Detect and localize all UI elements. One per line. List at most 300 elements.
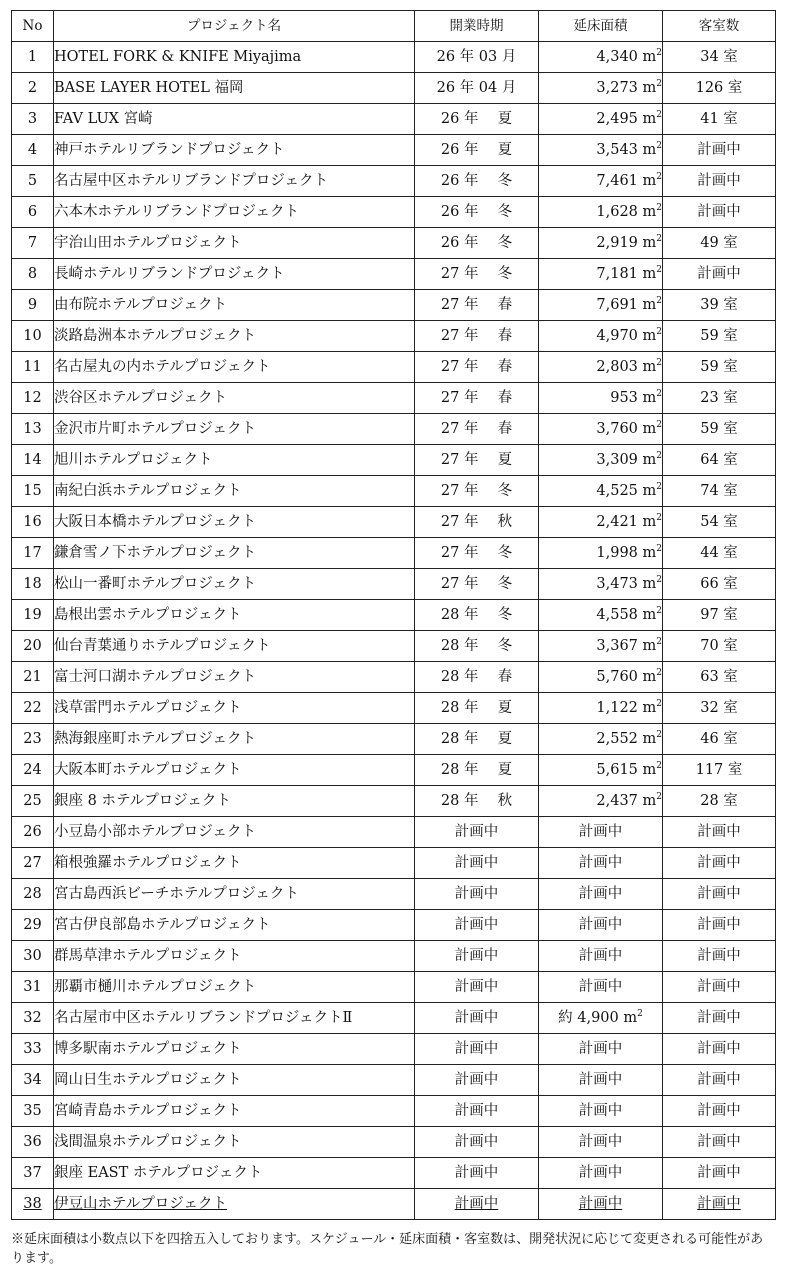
area-unit-sup: 2	[656, 234, 662, 245]
cell-opening-period-text: 26 年 夏	[440, 111, 513, 127]
cell-opening-period-text: 27 年 春	[440, 328, 513, 344]
table-row	[12, 1034, 776, 1065]
cell-floor-area	[539, 383, 663, 414]
cell-room-count	[663, 600, 776, 631]
table-row	[12, 662, 776, 693]
area-unit-m: m	[642, 514, 657, 530]
area-unit	[638, 235, 662, 251]
cell-no	[12, 352, 54, 383]
cell-project-name	[54, 1096, 415, 1127]
cell-room-count-text: 64 室	[700, 452, 738, 468]
area-unit-sup: 2	[656, 296, 662, 307]
cell-room-count-text: 46 室	[700, 731, 738, 747]
cell-floor-area-text: 計画中	[578, 948, 623, 964]
cell-room-count-text: 計画中	[697, 142, 741, 158]
area-unit-m: m	[642, 359, 657, 375]
cell-opening-period-text: 27 年 春	[440, 297, 513, 313]
cell-room-count-text: 23 室	[700, 390, 738, 406]
cell-opening-period-text: 26 年 冬	[440, 235, 513, 251]
cell-no-text: 5	[27, 173, 38, 189]
cell-no	[12, 569, 54, 600]
cell-room-count	[663, 693, 776, 724]
cell-project-name-text: 宇治山田ホテルプロジェクト	[54, 235, 242, 251]
table-row	[12, 1127, 776, 1158]
cell-floor-area-text: 計画中	[578, 824, 623, 840]
cell-opening-period	[415, 259, 539, 290]
cell-room-count-text: 97 室	[700, 607, 738, 623]
cell-no-text: 18	[23, 576, 42, 592]
cell-floor-area-text: 5,615	[596, 762, 638, 778]
cell-no-text: 20	[23, 638, 42, 654]
cell-project-name	[54, 414, 415, 445]
area-unit-m: m	[642, 638, 657, 654]
cell-room-count-text: 66 室	[700, 576, 738, 592]
cell-project-name	[54, 1189, 415, 1220]
cell-no-text: 4	[27, 142, 38, 158]
cell-project-name	[54, 166, 415, 197]
cell-opening-period	[415, 1127, 539, 1158]
cell-no	[12, 1096, 54, 1127]
cell-floor-area	[539, 445, 663, 476]
cell-floor-area	[539, 73, 663, 104]
area-unit-sup: 2	[656, 730, 662, 741]
cell-no-text: 16	[23, 514, 42, 530]
area-unit-m: m	[642, 80, 657, 96]
cell-opening-period	[415, 879, 539, 910]
cell-room-count-text: 計画中	[697, 917, 741, 933]
area-unit	[619, 1010, 643, 1026]
cell-project-name	[54, 1003, 415, 1034]
cell-floor-area-text: 1,122	[596, 700, 638, 716]
cell-floor-area	[539, 352, 663, 383]
cell-room-count	[663, 414, 776, 445]
cell-opening-period	[415, 197, 539, 228]
cell-room-count-text: 計画中	[697, 886, 741, 902]
cell-room-count-text: 計画中	[697, 1103, 741, 1119]
cell-room-count	[663, 445, 776, 476]
cell-no	[12, 1034, 54, 1065]
cell-floor-area	[539, 414, 663, 445]
cell-floor-area-text: 2,495	[596, 111, 638, 127]
cell-floor-area-text: 2,421	[596, 514, 638, 530]
cell-no	[12, 786, 54, 817]
cell-no-text: 12	[23, 390, 42, 406]
cell-room-count-text: 41 室	[700, 111, 738, 127]
cell-no-text: 11	[23, 359, 42, 375]
cell-room-count	[663, 1065, 776, 1096]
area-unit-sup: 2	[656, 203, 662, 214]
cell-no-text: 8	[27, 266, 38, 282]
area-unit-m: m	[642, 452, 657, 468]
cell-floor-area-text: 5,760	[596, 669, 638, 685]
cell-opening-period	[415, 910, 539, 941]
projects-table	[11, 10, 776, 1220]
cell-room-count	[663, 321, 776, 352]
cell-floor-area	[539, 631, 663, 662]
cell-opening-period-text: 28 年 夏	[440, 762, 513, 778]
cell-no-text: 35	[23, 1103, 42, 1119]
cell-no-text: 14	[23, 452, 42, 468]
table-row	[12, 538, 776, 569]
cell-project-name-text: 仙台青葉通りホテルプロジェクト	[54, 638, 271, 654]
cell-room-count	[663, 817, 776, 848]
cell-floor-area-text: 4,970	[596, 328, 638, 344]
area-unit-sup: 2	[656, 141, 662, 152]
cell-floor-area	[539, 724, 663, 755]
cell-no-text: 29	[23, 917, 42, 933]
cell-project-name-text: 大阪本町ホテルプロジェクト	[54, 762, 242, 778]
cell-opening-period-text: 26 年 夏	[440, 142, 513, 158]
cell-opening-period	[415, 755, 539, 786]
cell-no-text: 24	[23, 762, 42, 778]
cell-project-name	[54, 972, 415, 1003]
cell-no	[12, 1158, 54, 1189]
cell-no	[12, 755, 54, 786]
cell-room-count-text: 計画中	[697, 824, 741, 840]
area-unit	[638, 731, 662, 747]
table-row	[12, 42, 776, 73]
cell-project-name-text: 宮古島西浜ビーチホテルプロジェクト	[54, 886, 299, 902]
cell-project-name	[54, 445, 415, 476]
cell-project-name-text: 由布院ホテルプロジェクト	[54, 297, 227, 313]
cell-no-text: 25	[23, 793, 42, 809]
area-unit-m: m	[642, 607, 657, 623]
cell-opening-period	[415, 1189, 539, 1220]
cell-room-count	[663, 972, 776, 1003]
area-unit-sup: 2	[656, 389, 662, 400]
cell-opening-period	[415, 228, 539, 259]
cell-opening-period-text: 計画中	[454, 979, 499, 995]
table-row	[12, 569, 776, 600]
table-row	[12, 414, 776, 445]
cell-room-count	[663, 631, 776, 662]
table-row	[12, 724, 776, 755]
cell-no	[12, 693, 54, 724]
cell-no-text: 19	[23, 607, 42, 623]
cell-project-name	[54, 476, 415, 507]
area-unit	[638, 111, 662, 127]
cell-opening-period-text: 26 年 冬	[440, 204, 513, 220]
area-unit-m: m	[642, 111, 657, 127]
cell-opening-period-text: 27 年 冬	[440, 545, 513, 561]
cell-opening-period-text: 27 年 春	[440, 390, 513, 406]
cell-no-text: 26	[23, 824, 42, 840]
cell-floor-area	[539, 42, 663, 73]
cell-floor-area	[539, 321, 663, 352]
cell-floor-area	[539, 228, 663, 259]
cell-floor-area-text: 3,367	[596, 638, 638, 654]
cell-project-name-text: 大阪日本橋ホテルプロジェクト	[54, 514, 256, 530]
table-row	[12, 848, 776, 879]
area-unit-m: m	[642, 297, 657, 313]
cell-floor-area	[539, 910, 663, 941]
cell-floor-area-text: 3,273	[596, 80, 638, 96]
cell-project-name	[54, 321, 415, 352]
cell-no	[12, 135, 54, 166]
cell-opening-period-text: 28 年 冬	[440, 638, 513, 654]
cell-room-count-text: 59 室	[700, 359, 738, 375]
cell-room-count-text: 計画中	[697, 173, 741, 189]
cell-project-name	[54, 507, 415, 538]
cell-opening-period	[415, 290, 539, 321]
cell-opening-period	[415, 73, 539, 104]
cell-project-name-text: 松山一番町ホテルプロジェクト	[54, 576, 256, 592]
cell-project-name	[54, 941, 415, 972]
cell-room-count	[663, 1158, 776, 1189]
cell-floor-area-text: 2,919	[596, 235, 638, 251]
cell-opening-period	[415, 631, 539, 662]
cell-opening-period-text: 計画中	[454, 1103, 499, 1119]
cell-opening-period-text: 26 年 03 月	[436, 49, 517, 65]
area-unit-sup: 2	[637, 1009, 643, 1020]
area-unit	[638, 793, 662, 809]
cell-no	[12, 879, 54, 910]
cell-project-name-text: 伊豆山ホテルプロジェクト	[54, 1196, 227, 1212]
cell-project-name-text: 宮崎青島ホテルプロジェクト	[54, 1103, 242, 1119]
cell-project-name	[54, 259, 415, 290]
cell-no	[12, 290, 54, 321]
cell-floor-area-text: 3,309	[596, 452, 638, 468]
cell-floor-area	[539, 662, 663, 693]
cell-opening-period	[415, 1003, 539, 1034]
cell-project-name-text: 長崎ホテルリブランドプロジェクト	[54, 266, 285, 282]
table-row	[12, 1189, 776, 1220]
cell-project-name-text: 淡路島洲本ホテルプロジェクト	[54, 328, 256, 344]
cell-project-name	[54, 693, 415, 724]
cell-opening-period	[415, 817, 539, 848]
cell-floor-area-text: 計画中	[578, 1165, 623, 1181]
cell-room-count-text: 34 室	[700, 49, 738, 65]
cell-room-count-text: 計画中	[697, 1196, 741, 1212]
cell-floor-area	[539, 941, 663, 972]
area-unit	[638, 359, 662, 375]
cell-room-count	[663, 1096, 776, 1127]
cell-room-count	[663, 476, 776, 507]
header-project-name: プロジェクト名	[54, 11, 415, 42]
cell-project-name	[54, 631, 415, 662]
cell-project-name-text: 群馬草津ホテルプロジェクト	[54, 948, 242, 964]
area-unit	[638, 514, 662, 530]
cell-project-name-text: 那覇市樋川ホテルプロジェクト	[54, 979, 256, 995]
cell-floor-area-text: 計画中	[578, 1196, 623, 1212]
cell-floor-area	[539, 259, 663, 290]
cell-project-name-text: 浅間温泉ホテルプロジェクト	[54, 1134, 242, 1150]
cell-project-name	[54, 724, 415, 755]
cell-no	[12, 445, 54, 476]
area-unit	[638, 80, 662, 96]
table-row	[12, 972, 776, 1003]
cell-project-name-text: 名古屋丸の内ホテルプロジェクト	[54, 359, 271, 375]
table-row	[12, 476, 776, 507]
cell-room-count	[663, 755, 776, 786]
cell-opening-period-text: 計画中	[454, 824, 499, 840]
cell-room-count	[663, 228, 776, 259]
cell-room-count-text: 63 室	[700, 669, 738, 685]
cell-opening-period	[415, 538, 539, 569]
cell-no-text: 38	[23, 1196, 42, 1212]
cell-no	[12, 476, 54, 507]
cell-opening-period	[415, 600, 539, 631]
table-row	[12, 1003, 776, 1034]
cell-opening-period-text: 計画中	[454, 855, 499, 871]
area-unit-sup: 2	[656, 699, 662, 710]
cell-project-name	[54, 879, 415, 910]
table-row	[12, 910, 776, 941]
area-unit	[638, 762, 662, 778]
cell-floor-area-text: 計画中	[578, 1072, 623, 1088]
area-unit-m: m	[642, 49, 657, 65]
cell-room-count-text: 計画中	[697, 979, 741, 995]
cell-room-count-text: 32 室	[700, 700, 738, 716]
area-unit-sup: 2	[656, 606, 662, 617]
cell-no	[12, 724, 54, 755]
cell-room-count	[663, 1034, 776, 1065]
cell-opening-period	[415, 507, 539, 538]
area-unit-sup: 2	[656, 265, 662, 276]
cell-opening-period-text: 26 年 冬	[440, 173, 513, 189]
cell-no	[12, 42, 54, 73]
cell-room-count	[663, 259, 776, 290]
cell-floor-area	[539, 1096, 663, 1127]
cell-room-count	[663, 1189, 776, 1220]
table-row	[12, 600, 776, 631]
cell-opening-period	[415, 848, 539, 879]
cell-opening-period-text: 27 年 冬	[440, 266, 513, 282]
cell-room-count	[663, 197, 776, 228]
area-unit-sup: 2	[656, 358, 662, 369]
table-row	[12, 290, 776, 321]
cell-project-name-text: 六本木ホテルリブランドプロジェクト	[54, 204, 300, 220]
cell-room-count	[663, 662, 776, 693]
cell-room-count-text: 117 室	[695, 762, 743, 778]
cell-project-name-text: 名古屋中区ホテルリブランドプロジェクト	[54, 173, 329, 189]
cell-floor-area	[539, 290, 663, 321]
cell-floor-area	[539, 538, 663, 569]
area-unit	[638, 700, 662, 716]
cell-project-name	[54, 290, 415, 321]
cell-no	[12, 817, 54, 848]
cell-project-name-text: BASE LAYER HOTEL 福岡	[54, 80, 244, 96]
cell-floor-area	[539, 1189, 663, 1220]
cell-no	[12, 197, 54, 228]
area-unit-m: m	[642, 328, 657, 344]
cell-no-text: 9	[27, 297, 38, 313]
area-unit	[638, 452, 662, 468]
cell-project-name-text: HOTEL FORK & KNIFE Miyajima	[54, 49, 302, 65]
area-unit-sup: 2	[656, 420, 662, 431]
cell-no	[12, 228, 54, 259]
header-opening-period: 開業時期	[415, 11, 539, 42]
cell-floor-area-text: 7,691	[596, 297, 638, 313]
cell-project-name-text: 旭川ホテルプロジェクト	[54, 452, 213, 468]
cell-no	[12, 910, 54, 941]
table-row	[12, 383, 776, 414]
cell-opening-period-text: 28 年 秋	[440, 793, 513, 809]
area-unit-m: m	[642, 793, 657, 809]
cell-opening-period	[415, 476, 539, 507]
cell-no	[12, 104, 54, 135]
area-unit-sup: 2	[656, 792, 662, 803]
area-unit	[638, 173, 662, 189]
cell-floor-area-text: 7,181	[596, 266, 638, 282]
table-row	[12, 321, 776, 352]
area-unit-m: m	[642, 576, 657, 592]
cell-project-name	[54, 662, 415, 693]
cell-room-count	[663, 73, 776, 104]
cell-no	[12, 662, 54, 693]
table-row	[12, 786, 776, 817]
area-unit	[638, 483, 662, 499]
table-row	[12, 755, 776, 786]
cell-room-count-text: 74 室	[700, 483, 738, 499]
cell-floor-area	[539, 600, 663, 631]
cell-room-count-text: 計画中	[697, 855, 741, 871]
table-row	[12, 259, 776, 290]
area-unit	[638, 204, 662, 220]
area-unit-sup: 2	[656, 575, 662, 586]
cell-no	[12, 972, 54, 1003]
cell-opening-period-text: 計画中	[454, 1010, 499, 1026]
cell-no	[12, 166, 54, 197]
cell-no	[12, 321, 54, 352]
cell-opening-period	[415, 693, 539, 724]
area-unit-m: m	[642, 204, 657, 220]
cell-floor-area	[539, 104, 663, 135]
area-unit-m: m	[642, 483, 657, 499]
cell-project-name	[54, 848, 415, 879]
cell-floor-area	[539, 1065, 663, 1096]
cell-no-text: 13	[23, 421, 42, 437]
cell-room-count-text: 計画中	[697, 1134, 741, 1150]
cell-room-count-text: 計画中	[697, 1041, 741, 1057]
cell-room-count	[663, 786, 776, 817]
table-row	[12, 1065, 776, 1096]
cell-floor-area-text: 計画中	[578, 886, 623, 902]
cell-project-name	[54, 135, 415, 166]
cell-room-count-text: 計画中	[697, 948, 741, 964]
cell-opening-period	[415, 941, 539, 972]
cell-no-text: 31	[23, 979, 42, 995]
cell-project-name-text: 熱海銀座町ホテルプロジェクト	[54, 731, 256, 747]
cell-room-count-text: 70 室	[700, 638, 738, 654]
cell-opening-period	[415, 1096, 539, 1127]
cell-no-text: 7	[27, 235, 38, 251]
cell-no	[12, 73, 54, 104]
cell-room-count	[663, 910, 776, 941]
cell-project-name	[54, 1034, 415, 1065]
cell-room-count-text: 計画中	[697, 1165, 741, 1181]
cell-floor-area	[539, 1034, 663, 1065]
area-unit-m: m	[642, 545, 657, 561]
cell-opening-period-text: 27 年 夏	[440, 452, 513, 468]
area-unit-sup: 2	[656, 637, 662, 648]
area-unit-sup: 2	[656, 482, 662, 493]
cell-room-count	[663, 104, 776, 135]
cell-project-name-text: FAV LUX 宮崎	[54, 111, 153, 127]
cell-floor-area-text: 4,558	[596, 607, 638, 623]
cell-room-count	[663, 941, 776, 972]
cell-floor-area	[539, 755, 663, 786]
cell-floor-area	[539, 1003, 663, 1034]
cell-opening-period	[415, 1034, 539, 1065]
cell-room-count	[663, 290, 776, 321]
cell-no-text: 15	[23, 483, 42, 499]
cell-room-count	[663, 1127, 776, 1158]
cell-floor-area-text: 2,803	[596, 359, 638, 375]
table-row	[12, 693, 776, 724]
cell-project-name	[54, 197, 415, 228]
cell-project-name	[54, 42, 415, 73]
